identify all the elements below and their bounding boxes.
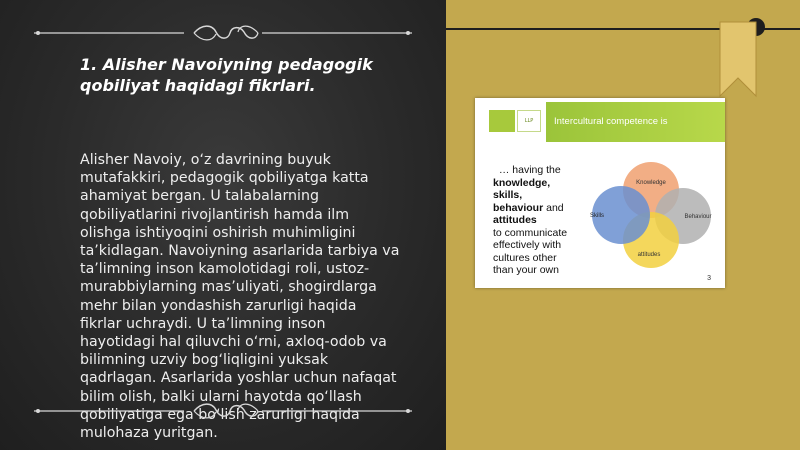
slide-title xyxy=(80,54,410,96)
definition-line: than your own xyxy=(493,264,559,276)
venn-label-skills: Skills xyxy=(589,213,605,219)
venn-diagram xyxy=(571,160,723,272)
venn-label-attitudes: attitudes xyxy=(637,252,661,258)
definition-line: cultures other xyxy=(493,251,557,264)
body-line: ta’kidlagan. Navoiyning asarlarida tarbiya va xyxy=(80,243,400,260)
body-line: bilim olish, balki ularni hayotda qo‘llash xyxy=(80,388,362,405)
venn-label-behaviour: Behaviour xyxy=(684,214,712,220)
term-knowledge: knowledge, xyxy=(493,176,551,189)
body-line: ta’limning inson kamolotidagi roli, ustoz- xyxy=(80,261,370,278)
body-line: mulohaza yuritgan. xyxy=(80,425,218,442)
and-word: and xyxy=(543,201,564,214)
body-line: Alisher Navoiy, o‘z davrining buyuk xyxy=(80,152,331,168)
term-skills: skills, xyxy=(493,189,523,201)
top-ornament xyxy=(34,24,412,42)
body-line: ahamiyat bergan. U talabalarning xyxy=(80,188,319,205)
bottom-ornament xyxy=(34,402,412,420)
slide-body-text xyxy=(80,151,420,442)
body-line: hayotidagi hal qiluvchi o‘rni, axloq-odob va xyxy=(80,334,387,351)
body-line: mutafakkiri, pedagogik qobiliyatga katta xyxy=(80,170,369,187)
body-line: olishga ishtiyoqini oshirish muhimligini xyxy=(80,224,356,241)
image-header xyxy=(475,98,725,142)
term-attitudes: attitudes xyxy=(493,214,537,226)
logo-green-block xyxy=(489,110,515,132)
intercultural-competence-image xyxy=(475,98,725,288)
slide-title-line1: 1. Alisher Navoiyning pedagogik xyxy=(80,55,373,74)
term-behaviour: behaviour xyxy=(493,201,544,214)
logo-badge: LLP xyxy=(517,110,541,132)
body-line: qobiliyatlarini rivojlantirish hamda ilm xyxy=(80,206,350,223)
definition-line: effectively with xyxy=(493,239,562,251)
bookmark-icon xyxy=(718,18,768,98)
body-line: qadrlagan. Asarlarida yoshlar uchun nafaqat xyxy=(80,370,397,387)
image-page-number: 3 xyxy=(707,275,711,282)
body-line: fikrlar uchraydi. U ta’limning inson xyxy=(80,315,326,332)
slide-title-line2: qobiliyat haqidagi fikrlari. xyxy=(80,76,316,95)
definition-line: to communicate xyxy=(493,226,568,239)
image-header-title: Intercultural competence is xyxy=(546,102,725,142)
intro-text: … having the xyxy=(498,164,561,176)
body-line: murabbiylarning mas’uliyati, shogirdlarga xyxy=(80,279,377,296)
body-line: mehr bilan yondashish zarurligi haqida xyxy=(80,297,357,314)
body-line: qobiliyatiga ega bo‘lish zarurligi haqida xyxy=(80,406,360,423)
body-line: bilimning uzviy bog‘liqligini yuksak xyxy=(80,352,329,369)
venn-label-knowledge: Knowledge xyxy=(636,180,666,186)
